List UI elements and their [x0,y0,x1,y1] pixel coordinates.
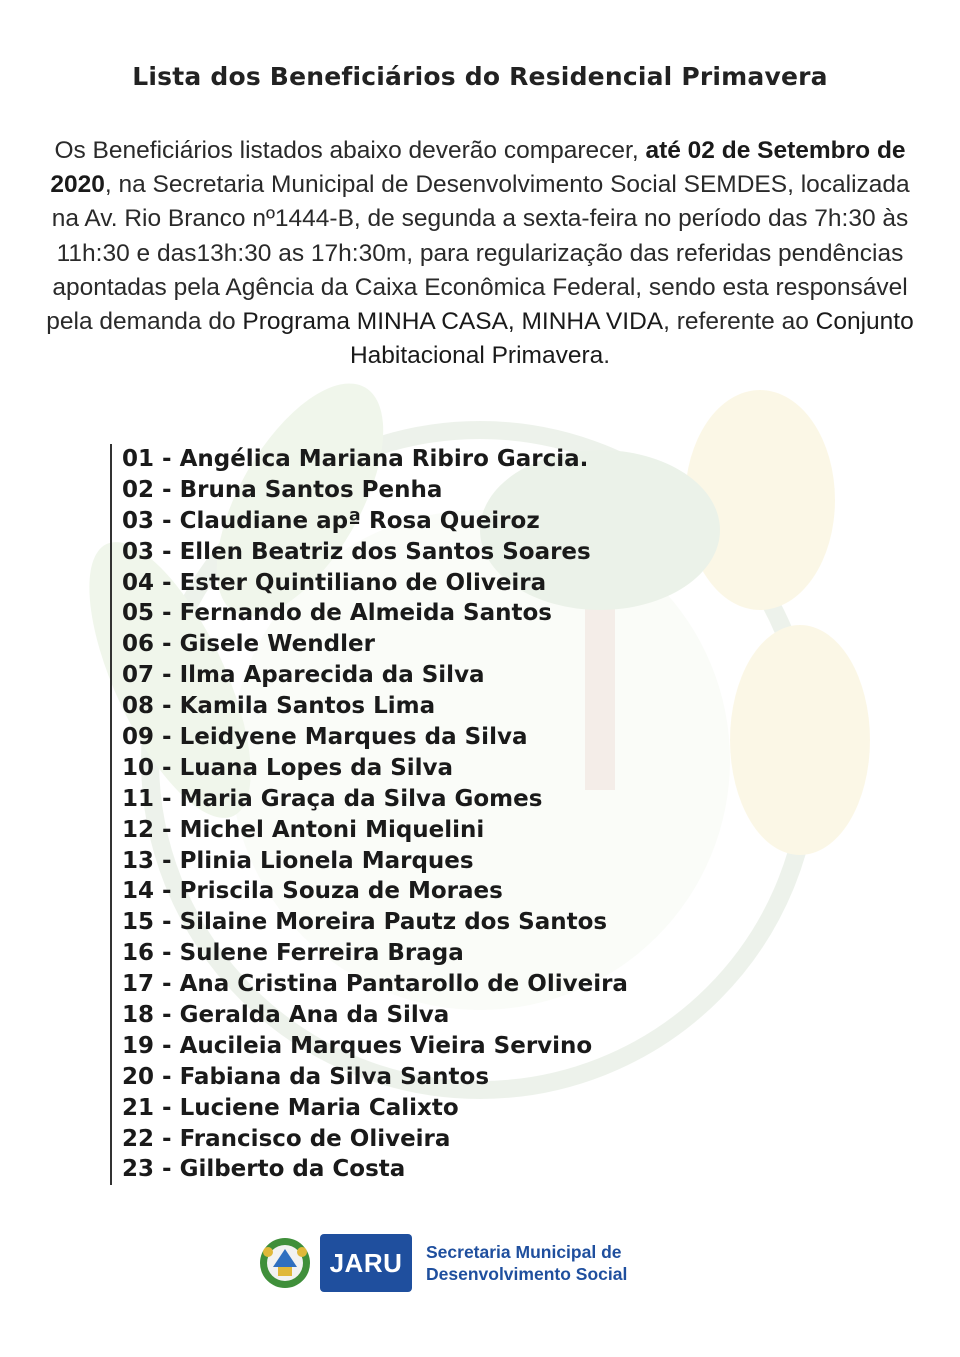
beneficiary-item: 11 - Maria Graça da Silva Gomes [122,785,543,812]
beneficiary-item: 10 - Luana Lopes da Silva [122,754,454,781]
beneficiary-item: 15 - Silaine Moreira Pautz dos Santos [122,909,608,936]
beneficiary-item: 06 - Gisele Wendler [122,631,375,658]
beneficiary-item: 12 - Michel Antoni Miquelini [122,816,485,843]
beneficiary-item: 02 - Bruna Santos Penha [122,476,443,503]
beneficiary-item: 18 - Geralda Ana da Silva [122,1002,450,1029]
secretariat-name [426,1241,627,1285]
jaru-logo: JARU [320,1234,412,1292]
program-name: Programa MINHA CASA, MINHA VIDA [242,308,664,336]
intro-text-2: , na Secretaria Municipal de Desenvolvimento Social SEMDES, localizada na Av. Rio Branco nº1444-B, de segunda a sexta-feira no período das 7h:30 às 11h:30 e das13h:30 as 17h:30m, para regularização das referidas pendências apontadas pela Agência da Caixa Econômica Federal, sendo esta responsável pela demanda do [46,171,910,336]
beneficiary-item: 03 - Claudiane apª Rosa Queiroz [122,507,540,534]
beneficiary-item: 04 - Ester Quintiliano de Oliveira [122,569,547,596]
footer-logos [258,1232,627,1294]
intro-text-4: . [603,342,611,370]
beneficiary-item: 09 - Leidyene Marques da Silva [122,724,528,751]
beneficiary-item: 13 - Plinia Lionela Marques [122,847,474,874]
beneficiary-item: 05 - Fernando de Almeida Santos [122,600,552,627]
secretariat-line-2: Desenvolvimento Social [426,1264,628,1284]
beneficiary-item: 17 - Ana Cristina Pantarollo de Oliveira [122,971,628,998]
beneficiary-item: 21 - Luciene Maria Calixto [122,1094,459,1121]
beneficiary-item: 23 - Gilberto da Costa [122,1156,406,1183]
beneficiary-item: 16 - Sulene Ferreira Braga [122,940,464,967]
beneficiary-item: 08 - Kamila Santos Lima [122,693,436,720]
beneficiary-list [110,444,628,1185]
beneficiary-item: 20 - Fabiana da Silva Santos [122,1063,490,1090]
beneficiary-item: 03 - Ellen Beatriz dos Santos Soares [122,538,591,565]
secretariat-line-1: Secretaria Municipal de [426,1242,622,1262]
deadline-text: até 02 de Setembro de 2020 [50,137,906,199]
intro-paragraph [44,134,916,373]
beneficiary-item: 07 - Ilma Aparecida da Silva [122,662,485,689]
page-title: Lista dos Beneficiários do Residencial Primavera [132,62,828,91]
beneficiary-item: 14 - Priscila Souza de Moraes [122,878,503,905]
beneficiary-item: 19 - Aucileia Marques Vieira Servino [122,1032,593,1059]
beneficiary-item: 22 - Francisco de Oliveira [122,1125,451,1152]
intro-text-1: Os Beneficiários listados abaixo deverão comparecer, [54,137,646,164]
municipal-seal-icon [258,1234,312,1292]
intro-text-3: , referente ao [663,308,816,336]
beneficiary-item: 01 - Angélica Mariana Ribiro Garcia. [122,446,589,472]
housing-name: Conjunto Habitacional Primavera [349,308,914,370]
